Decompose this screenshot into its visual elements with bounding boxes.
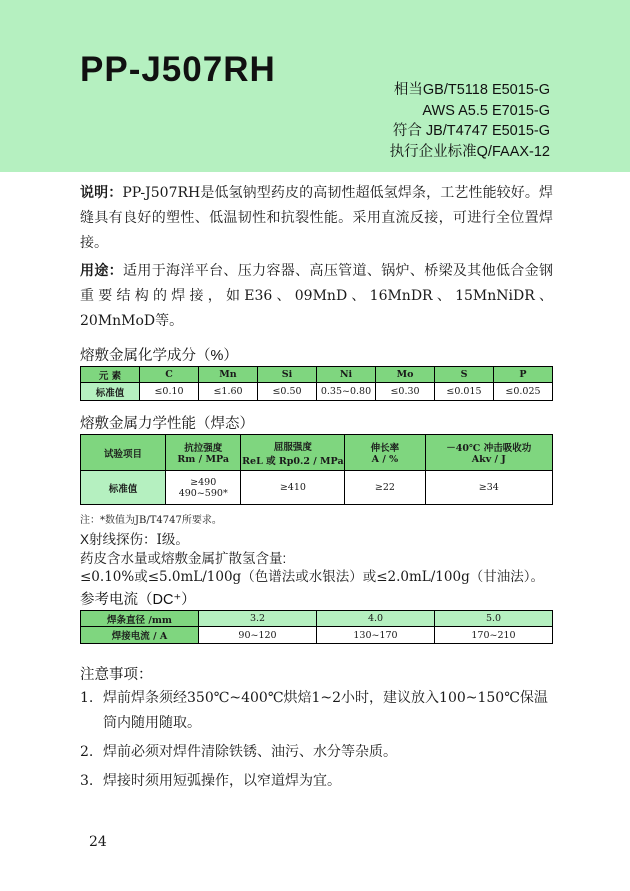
table-row [81, 627, 553, 644]
table-cell: ≥410 [241, 471, 345, 505]
table-cell [165, 435, 241, 471]
tensile-header: 抗拉强度 [184, 443, 223, 454]
table-cell: ≤0.015 [435, 383, 494, 401]
table-row [81, 471, 553, 505]
table-cell: 170~210 [435, 627, 553, 644]
elongation-header: 伸长率 [370, 443, 400, 454]
mechanical-note: 注：*数值为JB/T4747所要求。 [80, 515, 222, 526]
table-cell: ≥22 [345, 471, 425, 505]
table-cell: S [435, 367, 494, 383]
page-number: 24 [89, 834, 107, 850]
table-cell: 4.0 [317, 611, 435, 627]
chemistry-table [80, 366, 553, 401]
table-cell: 0.35~0.80 [317, 383, 376, 401]
tensile-value: 490~590* [178, 487, 228, 499]
table-cell: 130~170 [317, 627, 435, 644]
table-cell: ≤1.60 [199, 383, 258, 401]
table-cell: 3.2 [199, 611, 317, 627]
table-cell: 焊条直径 /mm [81, 611, 199, 627]
table-cell: 焊接电流 / A [81, 627, 199, 644]
table-row [81, 611, 553, 627]
xray-label: X射线探伤： [80, 532, 157, 547]
yield-unit: ReL 或 Rp0.2 / MPa [242, 455, 344, 467]
yield-header: 屈服强度 [273, 441, 312, 453]
table-cell: P [494, 367, 553, 383]
list-item [80, 740, 553, 765]
table-cell: 标准值 [81, 471, 166, 505]
table-cell: 5.0 [435, 611, 553, 627]
xray-line [80, 530, 189, 550]
table-cell: 标准值 [81, 383, 140, 401]
table-cell: ≤0.30 [376, 383, 435, 401]
table-cell: ≤0.025 [494, 383, 553, 401]
notes-list [80, 686, 553, 798]
tensile-value: ≥490 [190, 476, 217, 488]
usage-lead: 用途： [80, 262, 124, 278]
product-title: PP-J507RH [80, 50, 276, 89]
usage-text: 适用于海洋平台、压力容器、高压管道、锅炉、桥梁及其他低合金钢重要结构的焊接，如E36、09MnD、16MnDR、15MnNiDR、20MnMoD等。 [80, 263, 553, 329]
table-cell: C [140, 367, 199, 383]
table-cell: 元 素 [81, 367, 140, 383]
standard-line: 相当GB/T5118 E5015-G [393, 82, 550, 98]
table-cell [165, 471, 241, 505]
table-header-row [81, 435, 553, 471]
list-item [80, 769, 553, 794]
table-cell: Si [258, 367, 317, 383]
elongation-unit: A / % [371, 454, 399, 465]
list-text: 焊前必须对焊件清除铁锈、油污、水分等杂质。 [103, 744, 397, 760]
standard-line: 符合 JB/T4747 E5015-G [392, 123, 550, 139]
usage-paragraph [80, 258, 553, 334]
list-number: 2. [80, 744, 94, 760]
table-cell [425, 435, 552, 471]
table-cell: Ni [317, 367, 376, 383]
list-item [80, 686, 553, 736]
table-row [81, 383, 553, 401]
table-cell: ≥34 [425, 471, 552, 505]
current-title: 参考电流（DC⁺） [80, 592, 196, 608]
tensile-unit: Rm / MPa [177, 454, 229, 465]
mechanical-table [80, 434, 553, 505]
description-paragraph [80, 180, 553, 256]
table-cell: 试验项目 [81, 435, 166, 471]
notes-title: 注意事项： [80, 667, 153, 683]
list-number: 3. [80, 773, 94, 789]
standards-block [390, 80, 550, 162]
list-text: 焊前焊条须经350℃~400℃烘焙1~2小时，建议放入100~150℃保温筒内随用随取。 [103, 690, 548, 731]
description-lead: 说明： [80, 184, 123, 200]
table-cell: 90~120 [199, 627, 317, 644]
mechanical-title: 熔敷金属力学性能（焊态） [80, 416, 254, 432]
hydrogen-label: 药皮含水量或熔敷金属扩散氢含量: [80, 551, 287, 566]
impact-header: －40℃ 冲击吸收功 [446, 443, 532, 454]
standard-line: AWS A5.5 E7015-G [422, 102, 550, 119]
table-cell: ≤0.10 [140, 383, 199, 401]
hydrogen-value: ≤0.10%或≤5.0mL/100g（色谱法或水银法）或≤2.0mL/100g（甘油法）。 [80, 569, 544, 585]
table-header-row [81, 367, 553, 383]
xray-value: Ⅰ级。 [156, 532, 189, 548]
table-cell: ≤0.50 [258, 383, 317, 401]
impact-unit: Akv / J [471, 454, 506, 465]
standard-line: 执行企业标准Q/FAAX-12 [389, 143, 550, 160]
table-cell [241, 435, 345, 471]
table-cell [345, 435, 425, 471]
list-number: 1. [80, 690, 94, 706]
description-text: PP-J507RH是低氢钠型药皮的高韧性超低氢焊条，工艺性能较好。焊缝具有良好的塑性、低温韧性和抗裂性能。采用直流反接，可进行全位置焊接。 [80, 185, 554, 251]
chemistry-title: 熔敷金属化学成分（%） [80, 348, 238, 364]
table-cell: Mo [376, 367, 435, 383]
table-cell: Mn [199, 367, 258, 383]
list-text: 焊接时须用短弧操作，以窄道焊为宜。 [103, 773, 341, 789]
current-table [80, 610, 553, 644]
